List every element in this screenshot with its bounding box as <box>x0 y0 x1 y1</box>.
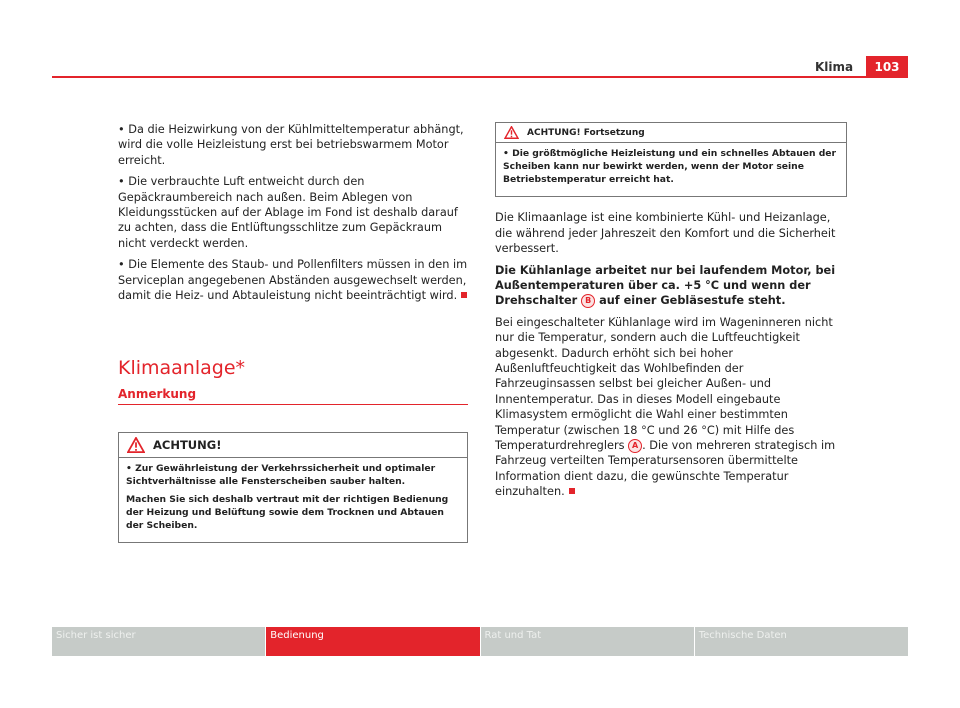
intro-paragraph: Die Klimaanlage ist eine kombinierte Kühl- und Heizanlage, die während jeder Jahreszeit den Komfort und die Sicherheit verbessert. <box>495 211 836 256</box>
right-column <box>495 122 847 506</box>
footer-tab-sicher[interactable]: Sicher ist sicher <box>52 627 265 656</box>
bullet-pollen-filter <box>118 257 468 303</box>
reference-a-marker: A <box>628 439 642 453</box>
header-rule <box>52 76 908 78</box>
subsection-title: Anmerkung <box>118 387 468 405</box>
section-end-mark <box>461 292 467 298</box>
warning-paragraph: • Zur Gewährleistung der Verkehrssicherheit und optimaler Sichtverhältnisse alle Fensterscheiben sauber halten. <box>126 463 436 488</box>
warning-box <box>118 432 468 543</box>
page-number: 103 <box>866 56 908 78</box>
left-column <box>118 122 468 543</box>
reference-b-marker: B <box>581 294 595 308</box>
lead-text-1: Die Kühlanlage arbeitet nur bei laufendem Motor, bei Außentemperaturen über ca. +5 °C und wenn der Drehschalter <box>495 263 836 308</box>
footer-tab-bedienung[interactable]: Bedienung <box>265 627 479 656</box>
bullet-pollen-filter-text: • Die Elemente des Staub- und Pollenfilters müssen in den im Serviceplan angegebenen Abständen ausgewechselt werden, damit die Heiz- und Abtauleistung nicht beeinträchtigt wird. <box>118 258 468 303</box>
page-title: Klima <box>815 60 854 74</box>
lead-text-2: auf einer Gebläsestufe steht. <box>599 294 786 308</box>
footer-nav <box>52 627 908 656</box>
warning-title: ACHTUNG! <box>153 438 222 453</box>
footer-tab-technische-daten[interactable]: Technische Daten <box>694 627 908 656</box>
warning-body <box>119 458 467 542</box>
warning-paragraph: • Die größtmögliche Heizleistung und ein schnelles Abtauen der Scheiben kann nur bewirkt werden, wenn der Motor seine Betriebstemperatur erreicht hat. <box>503 148 837 185</box>
bullet-heating: • Da die Heizwirkung von der Kühlmitteltemperatur abhängt, wird die volle Heizleistung erst bei betriebswarmem Motor erreicht. <box>118 123 464 167</box>
body-text-2: . Die von mehreren strategisch im Fahrzeug verteilten Temperatursensoren übermittelte Information dient dazu, die gewünschte Temperatur einzuhalten. <box>495 439 836 499</box>
warning-continued-box <box>495 122 847 197</box>
body-text-1: Bei eingeschalteter Kühlanlage wird im Wageninneren nicht nur die Temperatur, sondern auch die Luftfeuchtigkeit abgesenkt. Dadurch erhöht sich bei hoher Außenluftfeuchtigkeit das Wohlbefinden der Fahrzeuginsassen selbst bei gleicher Außen- und Innentemperatur. Das in dieses Modell eingebaute Klimasystem ermöglicht die Wahl einer bestimmten Temperatur (zwischen 18 °C und 26 °C) mit Hilfe des Temperaturdrehreglers <box>495 315 833 453</box>
warning-continued-title: ACHTUNG! Fortsetzung <box>527 127 645 138</box>
warning-continued-header <box>496 123 846 143</box>
section-end-mark <box>569 488 575 494</box>
warning-triangle-icon <box>504 126 519 139</box>
warning-header <box>119 433 467 458</box>
body-paragraph <box>495 315 847 500</box>
warning-triangle-icon <box>127 437 145 453</box>
warning-paragraph: Machen Sie sich deshalb vertraut mit der richtigen Bedienung der Heizung und Belüftung sowie dem Trocknen und Abtauen der Scheiben. <box>126 494 449 531</box>
bullet-air-exhaust: • Die verbrauchte Luft entweicht durch den Gepäckraumbereich nach außen. Beim Ablegen von Kleidungsstücken auf der Ablage im Fond ist deshalb darauf zu achten, dass die Entlüftungsschlitze zum Gepäckraum nicht verdeckt werden. <box>118 175 458 250</box>
warning-continued-body <box>496 143 846 196</box>
footer-tab-rat-und-tat[interactable]: Rat und Tat <box>480 627 694 656</box>
lead-paragraph <box>495 263 847 309</box>
section-title: Klimaanlage* <box>118 357 246 380</box>
